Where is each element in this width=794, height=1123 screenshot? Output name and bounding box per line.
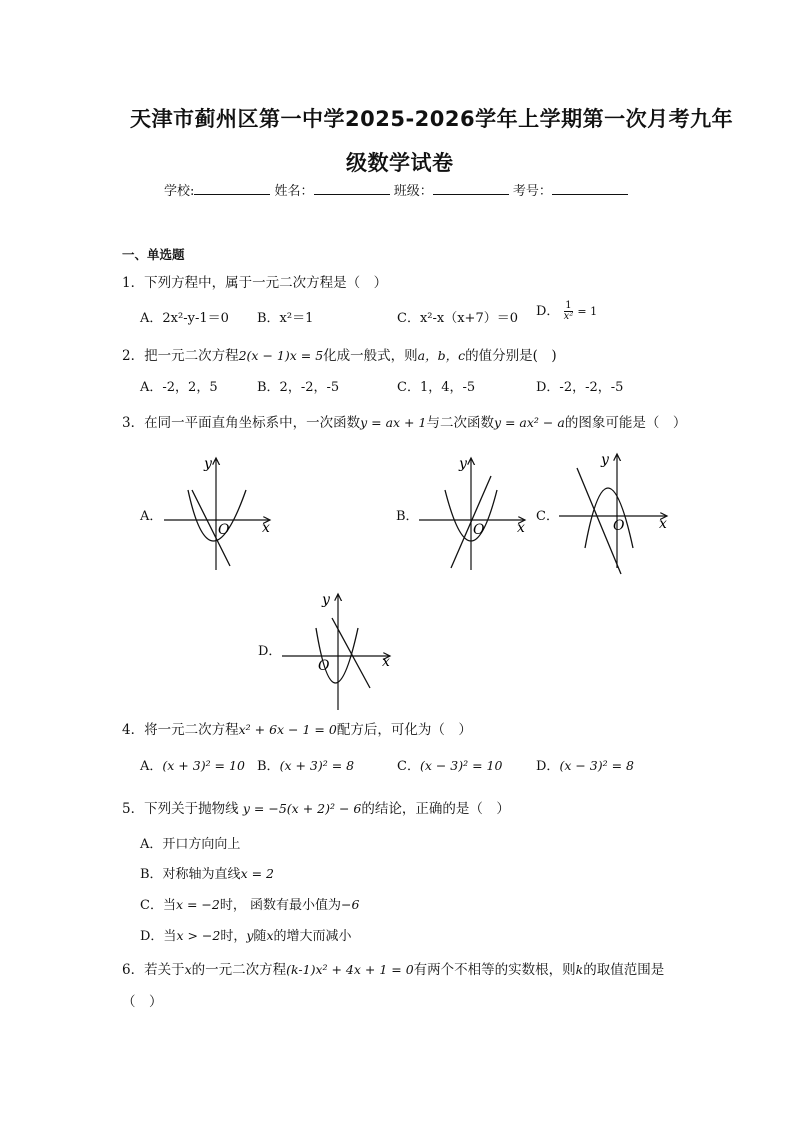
q4-option-c	[397, 755, 502, 774]
q4-option-a-label: A．	[140, 759, 163, 774]
y-axis-label: y	[204, 456, 212, 472]
q5-equation: y = −5(x + 2)² − 6	[242, 801, 362, 816]
class-field[interactable]	[433, 182, 509, 195]
q4-option-b-eq: (x + 3)² = 8	[279, 758, 355, 773]
q5-option-a: A．开口方向向上	[140, 837, 241, 852]
y-axis-label: y	[601, 452, 609, 468]
q5-option-d-y: y	[246, 928, 254, 943]
q3-stem-c: 的图象可能是（ ）	[564, 415, 687, 431]
q1-fraction	[564, 301, 574, 322]
q3-graph-c	[555, 448, 675, 578]
q3-label-c: C．	[536, 509, 559, 524]
q5-option-c	[140, 894, 359, 913]
q3-label-b: B．	[396, 509, 419, 524]
q3-graph-b	[415, 452, 535, 577]
class-label: 班级：	[393, 184, 433, 199]
school-field[interactable]	[194, 182, 270, 195]
q5-stem	[122, 797, 510, 817]
q2-option-a: A．-2，2，5	[140, 380, 218, 395]
q6-stem-b: 的一元二次方程	[191, 962, 287, 978]
q4-stem-b: 配方后，可化为（ ）	[336, 722, 472, 738]
q1-option-d-label: D．	[536, 304, 560, 319]
q3-stem-b: 与二次函数	[426, 415, 494, 431]
q4-option-d-eq: (x − 3)² = 8	[559, 758, 634, 773]
q2-option-c: C．1，4，-5	[397, 380, 476, 395]
student-info-row	[164, 180, 628, 199]
q4-option-d-label: D．	[536, 759, 560, 774]
q4-option-a	[140, 755, 245, 774]
name-field[interactable]	[314, 182, 390, 195]
q4-option-b	[257, 755, 354, 774]
q3-eq-linear: y = ax + 1	[360, 415, 427, 430]
x-axis-label: x	[382, 654, 390, 670]
q6-stem-line2: （ ）	[122, 994, 163, 1010]
q5-option-d-eq: x > −2	[176, 928, 221, 943]
section-title: 一、单选题	[122, 247, 185, 262]
origin-label: O	[613, 518, 625, 534]
q1-option-c: C．x²-x（x+7）＝0	[397, 311, 518, 326]
q5-stem-b: 的结论，正确的是（ ）	[361, 801, 510, 817]
q5-option-d-text-c: 随	[253, 929, 267, 944]
q3-graph-a	[160, 452, 280, 577]
q5-option-b-text: B．对称轴为直线	[140, 867, 241, 882]
x-axis-label: x	[262, 520, 270, 536]
q5-option-d-text-a: D．当	[140, 929, 177, 944]
q2-option-d: D．-2，-2，-5	[536, 380, 624, 395]
q1-option-d-rhs: = 1	[577, 305, 598, 318]
school-label: 学校:	[164, 184, 195, 199]
q6-stem-c: 有两个不相等的实数根，则	[413, 962, 576, 978]
q3-label-a: A．	[140, 509, 163, 524]
title-line-1: 天津市蓟州区第一中学2025-2026学年上学期第一次月考九年	[130, 107, 734, 131]
q5-stem-a: 5．下列关于抛物线	[122, 801, 239, 817]
y-axis-label: y	[459, 456, 467, 472]
q6-var-k: k	[575, 962, 584, 977]
q4-stem	[122, 718, 472, 738]
q2-stem	[122, 344, 557, 364]
name-label: 姓名：	[274, 184, 314, 199]
q1-option-a: A．2x²-y-1＝0	[140, 311, 229, 326]
q5-option-d-text-d: 的增大而减小	[273, 929, 352, 944]
exam-no-field[interactable]	[552, 182, 628, 195]
q4-equation: x² + 6x − 1 = 0	[238, 722, 337, 737]
q3-eq-quadratic: y = ax² − a	[493, 415, 565, 430]
q4-option-b-label: B．	[257, 759, 280, 774]
q1-fraction-den: x²	[563, 311, 574, 322]
q6-stem-d: 的取值范围是	[583, 962, 665, 978]
q5-option-c-text-a: C．当	[140, 898, 176, 913]
parabola	[188, 490, 246, 541]
q5-option-b	[140, 863, 274, 882]
q3-label-d: D．	[258, 644, 282, 659]
y-axis-label: y	[322, 592, 330, 608]
q6-stem-a: 6．若关于	[122, 962, 185, 978]
q2-stem-a: 2．把一元二次方程	[122, 348, 239, 364]
origin-label: O	[473, 522, 485, 538]
q6-stem	[122, 958, 664, 978]
q4-option-c-eq: (x − 3)² = 10	[419, 758, 503, 773]
q4-option-a-eq: (x + 3)² = 10	[162, 758, 245, 773]
q6-equation: (k-1)x² + 4x + 1 = 0	[286, 962, 414, 977]
q3-stem-a: 3．在同一平面直角坐标系中，一次函数	[122, 415, 361, 431]
q5-option-d-x: x	[266, 928, 274, 943]
q4-option-c-label: C．	[397, 759, 420, 774]
x-axis-label: x	[517, 520, 525, 536]
q4-option-d	[536, 755, 634, 774]
exam-no-label: 考号：	[512, 184, 552, 199]
origin-label: O	[318, 658, 330, 674]
q5-option-c-eq: x = −2	[175, 897, 220, 912]
q2-vars: a，b，c	[417, 348, 466, 363]
q2-stem-c: 的值分别是( )	[465, 348, 557, 364]
q1-stem: 1．下列方程中，属于一元二次方程是（ ）	[122, 275, 388, 291]
q6-var-x: x	[184, 962, 192, 977]
q2-stem-b: 化成一般式，则	[323, 348, 418, 364]
q3-graph-d	[278, 588, 398, 713]
x-axis-label: x	[659, 516, 667, 532]
q3-stem	[122, 411, 686, 431]
q5-option-d-text-b: 时，	[220, 929, 247, 944]
parabola	[585, 488, 633, 548]
q5-option-c-text-b: 时， 函数有最小值为	[219, 898, 341, 913]
title-line-2: 级数学试卷	[346, 151, 454, 175]
q5-option-c-val: −6	[341, 897, 360, 912]
q5-option-b-eq: x = 2	[240, 866, 274, 881]
q4-stem-a: 4．将一元二次方程	[122, 722, 239, 738]
q2-equation: 2(x − 1)x = 5	[238, 348, 324, 363]
origin-label: O	[218, 522, 230, 538]
q1-option-d	[536, 300, 597, 322]
q5-option-d	[140, 925, 352, 944]
q2-option-b: B．2，-2，-5	[257, 380, 340, 395]
q1-fraction-num: 1	[565, 300, 572, 311]
q1-option-b: B．x²＝1	[257, 311, 314, 326]
